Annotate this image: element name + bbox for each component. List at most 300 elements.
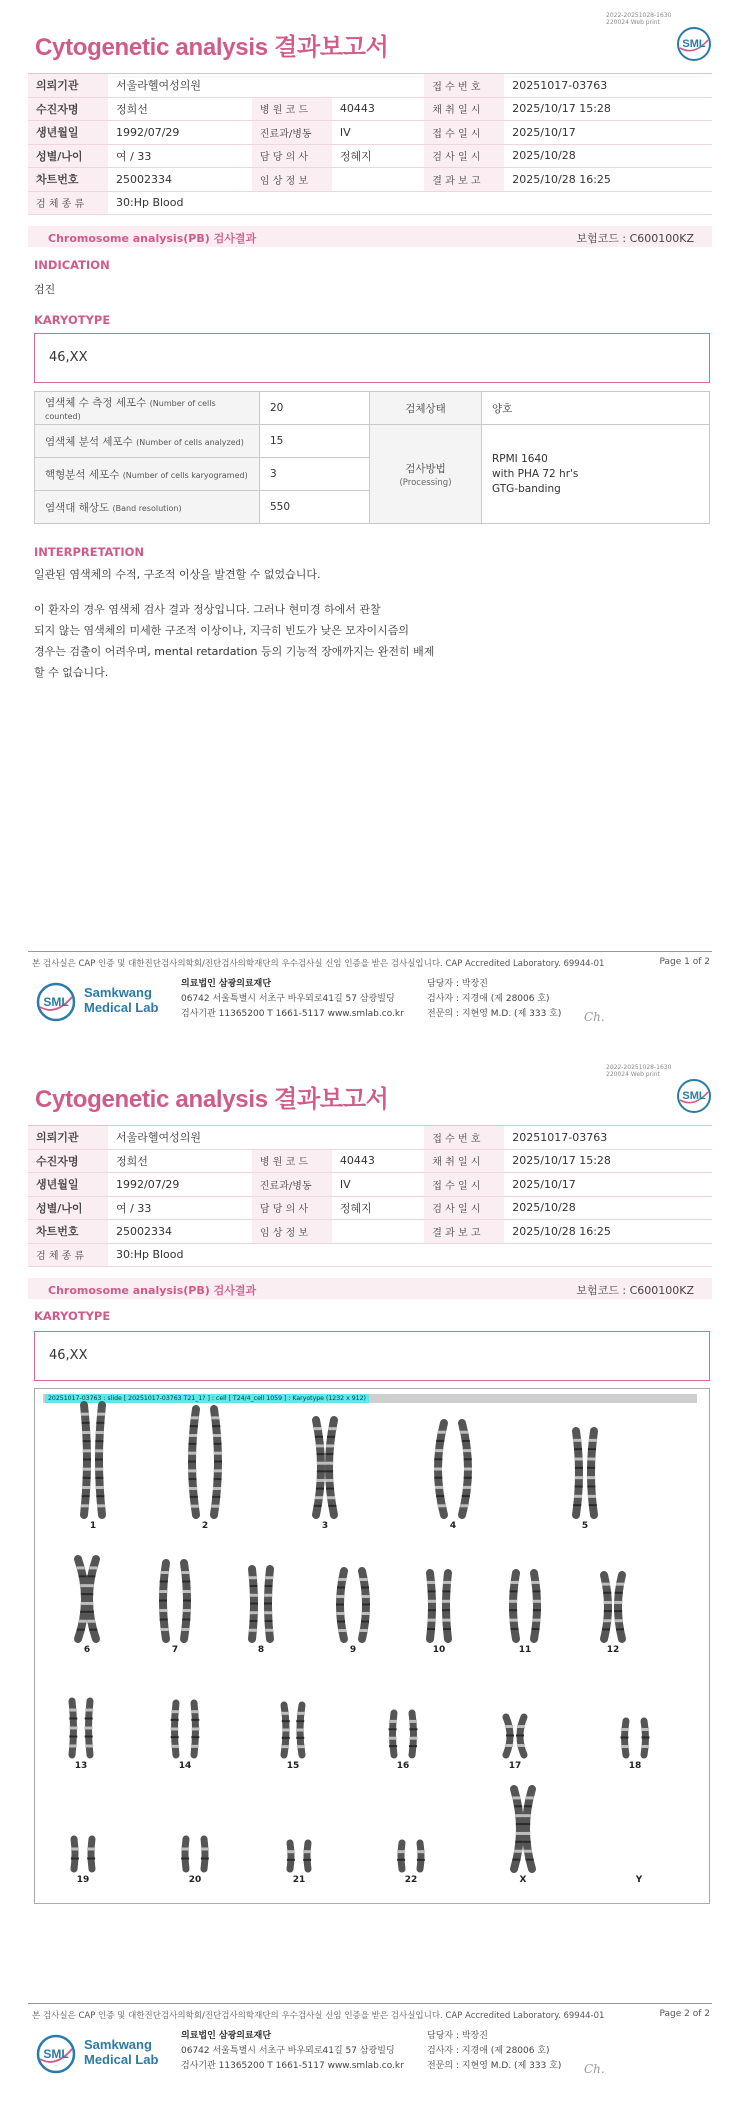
chromosome-band bbox=[336, 1612, 344, 1615]
chromosome-band bbox=[161, 1571, 169, 1574]
chromosome-band bbox=[337, 1587, 345, 1589]
chromosome-band bbox=[211, 1416, 219, 1419]
chromosome-band bbox=[250, 1585, 258, 1587]
chromosome-band bbox=[95, 1477, 103, 1479]
chromosome-band bbox=[188, 1461, 196, 1463]
chromosome-band bbox=[615, 1592, 623, 1594]
svg-text:SML: SML bbox=[682, 38, 706, 50]
chromosome-band bbox=[463, 1449, 471, 1452]
chromosome-band bbox=[85, 1736, 93, 1738]
chromosome-band bbox=[438, 1504, 446, 1507]
chromosome-band bbox=[264, 1594, 272, 1597]
chromosome-band bbox=[69, 1709, 77, 1712]
chromosome-band bbox=[264, 1603, 272, 1605]
chromosome-band bbox=[250, 1603, 258, 1605]
chromosome-20 bbox=[204, 1839, 205, 1869]
chromosome-band bbox=[188, 1478, 196, 1480]
chromosome-band bbox=[95, 1468, 103, 1471]
table-row bbox=[28, 1243, 712, 1267]
chromosome-band bbox=[287, 1859, 295, 1861]
band-resolution-value: 550 bbox=[260, 491, 370, 524]
footer-divider bbox=[28, 951, 712, 952]
chromosome-pair-12 bbox=[602, 1575, 624, 1639]
chromosome-band bbox=[575, 1467, 583, 1469]
sex-age-label: 성별/나이 bbox=[28, 144, 108, 168]
chromosome-band bbox=[531, 1581, 539, 1584]
chromosome-band bbox=[95, 1459, 103, 1461]
chromosome-band bbox=[89, 1566, 97, 1569]
chromosome-band bbox=[587, 1476, 595, 1479]
chromosome-band bbox=[573, 1439, 581, 1442]
chromosome-band bbox=[328, 1427, 336, 1430]
chromosome-band bbox=[297, 1745, 305, 1748]
chromosome-band bbox=[589, 1504, 597, 1506]
chromosome-3 bbox=[316, 1420, 321, 1515]
chromosome-X bbox=[526, 1789, 532, 1869]
chromosome-band bbox=[316, 1488, 324, 1490]
chromosome-band bbox=[87, 1575, 95, 1577]
chromosome-21 bbox=[307, 1843, 308, 1869]
chromosome-band bbox=[325, 1470, 333, 1472]
chromosome-band bbox=[296, 1737, 304, 1739]
sml-logo-icon bbox=[36, 2034, 76, 2074]
signature: Ch. bbox=[584, 2062, 605, 2076]
chromosome-band bbox=[427, 1581, 435, 1584]
chromosome-band bbox=[510, 1619, 518, 1622]
chromosome-band bbox=[641, 1745, 649, 1748]
chromosome-band bbox=[265, 1620, 273, 1622]
chromosome-band bbox=[360, 1578, 368, 1581]
chromosome-band bbox=[282, 1737, 290, 1739]
chromosome-band bbox=[281, 1712, 289, 1715]
chromosome-band bbox=[181, 1848, 189, 1851]
chromosome-band bbox=[460, 1431, 468, 1434]
institution-label: 의뢰기관 bbox=[28, 74, 108, 98]
chromosome-band bbox=[191, 1719, 199, 1721]
chromosome-band bbox=[159, 1600, 167, 1602]
birthdate-label: 생년월일 bbox=[28, 121, 108, 145]
chromosome-band bbox=[397, 1859, 405, 1861]
chromosome-band bbox=[83, 1468, 91, 1471]
chromosome-label-20: 20 bbox=[188, 1875, 202, 1885]
chromosome-band bbox=[327, 1496, 335, 1499]
karyotype-value: 46,XX bbox=[49, 1348, 88, 1363]
svg-text:SML: SML bbox=[43, 2047, 69, 2061]
chromosome-band bbox=[95, 1449, 103, 1452]
samkwang-logo: SML Samkwang Medical Lab bbox=[36, 2030, 181, 2078]
chromosome-band bbox=[79, 1575, 87, 1577]
chromosome-band bbox=[526, 1796, 534, 1799]
table-row bbox=[28, 1173, 712, 1197]
svg-text:SML: SML bbox=[43, 995, 69, 1009]
chromosome-band bbox=[533, 1600, 541, 1603]
chromosome-band bbox=[361, 1621, 369, 1623]
chromosome-pair-9 bbox=[336, 1571, 370, 1639]
chromosome-band bbox=[214, 1461, 222, 1463]
chromosome-band bbox=[171, 1745, 179, 1748]
chromosome-pair-22 bbox=[397, 1843, 425, 1869]
chromosome-band bbox=[464, 1477, 472, 1479]
table-row bbox=[28, 74, 712, 98]
chromosome-band bbox=[515, 1814, 523, 1817]
table-row bbox=[28, 1196, 712, 1220]
signature: Ch. bbox=[584, 1010, 605, 1024]
chromosome-band bbox=[83, 1449, 91, 1452]
receipt-date-label: 접 수 일 시 bbox=[424, 121, 504, 145]
specimen-type-label: 검 체 종 류 bbox=[28, 191, 108, 215]
chromosome-16 bbox=[412, 1713, 414, 1755]
chromosome-band bbox=[214, 1452, 222, 1455]
chromosome-pair-11 bbox=[509, 1573, 541, 1639]
chromosome-band bbox=[512, 1796, 520, 1799]
chromosome-16 bbox=[393, 1713, 395, 1755]
chromosome-band bbox=[509, 1609, 517, 1611]
chromosome-band bbox=[460, 1504, 468, 1507]
chromosome-band bbox=[587, 1458, 595, 1461]
chromosome-band bbox=[589, 1439, 597, 1442]
chromosome-band bbox=[85, 1727, 93, 1730]
chromosome-19 bbox=[74, 1839, 75, 1869]
chromosome-band bbox=[533, 1609, 541, 1611]
chromosome-pair-4 bbox=[434, 1423, 472, 1515]
karyogram-caption: 20251017-03763 : slide [ 20251017-03763 T21_1? ] : cell [ T24/4_cell 1059 ] : Karyotype (1232 x 912) bbox=[45, 1394, 369, 1403]
chromosome-label-6: 6 bbox=[83, 1645, 91, 1655]
chromosome-band bbox=[360, 1629, 368, 1632]
chromosome-band bbox=[573, 1504, 581, 1506]
chromosome-band bbox=[463, 1486, 471, 1489]
chromosome-band bbox=[282, 1729, 290, 1732]
chromosome-band bbox=[77, 1629, 85, 1631]
hospital-code-value: 40443 bbox=[332, 97, 424, 121]
page-number: Page 1 of 2 bbox=[659, 957, 710, 967]
chromosome-band bbox=[389, 1728, 397, 1730]
chromosome-19 bbox=[91, 1839, 92, 1869]
chromosome-band bbox=[317, 1479, 325, 1482]
report-time-value: 2025/10/28 16:25 bbox=[504, 168, 712, 192]
chromosome-band bbox=[506, 1735, 514, 1737]
patient-name-label: 수진자명 bbox=[28, 97, 108, 121]
chromosome-band bbox=[587, 1467, 595, 1469]
chromosome-X bbox=[514, 1789, 520, 1869]
chromosome-pair-10 bbox=[427, 1573, 451, 1639]
chromosome-pair-18 bbox=[621, 1721, 650, 1755]
chromosome-band bbox=[522, 1832, 530, 1835]
sml-logo-icon bbox=[36, 982, 76, 1022]
chromosome-band bbox=[281, 1745, 289, 1748]
chromosome-pair-14 bbox=[171, 1703, 200, 1755]
cells-analyzed-label: 염색체 분석 세포수 (Number of cells analyzed) bbox=[35, 425, 260, 458]
chromosome-band bbox=[462, 1495, 470, 1497]
chromosome-band bbox=[428, 1609, 436, 1611]
birthdate-label: 생년월일 bbox=[28, 1173, 108, 1197]
birthdate-value: 1992/07/29 bbox=[108, 121, 252, 145]
chromosome-3 bbox=[329, 1420, 334, 1515]
chromosome-band bbox=[191, 1745, 199, 1748]
chromosome-band bbox=[428, 1600, 436, 1603]
chromosome-band bbox=[603, 1592, 611, 1594]
patient-name-value: 정희선 bbox=[108, 1149, 252, 1173]
collection-time-label: 채 취 일 시 bbox=[424, 1149, 504, 1173]
chromosome-band bbox=[621, 1745, 629, 1748]
chromosome-band bbox=[82, 1422, 90, 1424]
chromosome-band bbox=[603, 1619, 611, 1622]
department-value: IV bbox=[332, 1173, 424, 1197]
chromosome-band bbox=[171, 1710, 179, 1713]
chromosome-band bbox=[442, 1609, 450, 1611]
chromosome-band bbox=[96, 1422, 104, 1424]
chromosome-band bbox=[442, 1600, 450, 1603]
cell-count-table bbox=[34, 391, 710, 524]
footer-divider bbox=[28, 2003, 712, 2004]
chromosome-pair-19 bbox=[71, 1839, 95, 1869]
physician-value: 정혜지 bbox=[332, 144, 424, 168]
report-time-value: 2025/10/28 16:25 bbox=[504, 1220, 712, 1244]
table-row bbox=[35, 392, 710, 425]
chromosome-band bbox=[435, 1486, 443, 1489]
chromosome-band bbox=[464, 1468, 472, 1471]
samkwang-logo: SML Samkwang Medical Lab bbox=[36, 978, 181, 1026]
chromosome-band bbox=[326, 1488, 334, 1490]
physician-value: 정혜지 bbox=[332, 1196, 424, 1220]
chromosome-band bbox=[428, 1619, 436, 1622]
chromosome-pair-21 bbox=[287, 1843, 311, 1869]
chromosome-band bbox=[532, 1619, 540, 1622]
report-title: Cytogenetic analysis 결과보고서 bbox=[35, 1086, 389, 1113]
chromosome-band bbox=[182, 1581, 190, 1583]
chromosome-band bbox=[614, 1601, 622, 1604]
chromosome-band bbox=[69, 1745, 77, 1748]
chromosome-band bbox=[326, 1444, 334, 1447]
specimen-type-value: 30:Hp Blood bbox=[108, 1243, 712, 1267]
table-row bbox=[28, 1149, 712, 1173]
test-date-value: 2025/10/28 bbox=[504, 1196, 712, 1220]
print-stamp: 2022-20251028-1630 220024 Web print bbox=[606, 1064, 672, 1078]
accreditation-text: 본 검사실은 CAP 인증 및 대한진단검사의학회/진단검사의학재단의 우수검사실 신임 인증을 받은 검사실입니다. CAP Accredited Laboratory. 69944-01 bbox=[32, 2011, 605, 2021]
chromosome-band bbox=[181, 1858, 189, 1860]
chromosome-band bbox=[189, 1434, 197, 1437]
insurance-code: 보험코드 : C600100KZ bbox=[576, 1284, 694, 1297]
indication-text: 검진 bbox=[34, 283, 56, 296]
chromosome-band bbox=[83, 1477, 91, 1479]
chromosome-band bbox=[517, 1725, 525, 1728]
chromosome-band bbox=[641, 1728, 649, 1731]
section-title: Chromosome analysis(PB) 검사결과 bbox=[48, 1284, 257, 1297]
chromosome-label-12: 12 bbox=[606, 1645, 620, 1655]
chromosome-band bbox=[265, 1576, 273, 1579]
chromosome-band bbox=[615, 1619, 623, 1622]
sex-age-value: 여 / 33 bbox=[108, 1196, 252, 1220]
chromosome-label-17: 17 bbox=[508, 1761, 522, 1771]
lab-info: 의료법인 삼광의료재단 06742 서울특별시 서초구 바우뫼로41길 57 삼광빌딩 검사기관 11365200 T 1661-5117 www.smlab.co.kr bbox=[181, 979, 404, 1019]
specimen-status-label: 검체상태 bbox=[370, 392, 482, 425]
chromosome-band bbox=[69, 1736, 77, 1738]
chromosome-band bbox=[464, 1458, 472, 1460]
chromosome-band bbox=[604, 1601, 612, 1604]
chromosome-band bbox=[574, 1495, 582, 1498]
method-value: RPMI 1640 with PHA 72 hr's GTG-banding bbox=[482, 425, 710, 524]
chromosome-band bbox=[524, 1850, 532, 1853]
chromosome-band bbox=[85, 1745, 93, 1748]
chromosome-band bbox=[189, 1487, 197, 1490]
table-row bbox=[28, 121, 712, 145]
chromosome-band bbox=[442, 1619, 450, 1622]
chromosome-band bbox=[83, 1440, 91, 1442]
birthdate-value: 1992/07/29 bbox=[108, 1173, 252, 1197]
chromosome-label-19: 19 bbox=[76, 1875, 90, 1885]
table-row bbox=[28, 1126, 712, 1150]
chromosome-band bbox=[183, 1590, 191, 1593]
chromosome-pair-17 bbox=[505, 1717, 525, 1755]
chromosome-label-2: 2 bbox=[201, 1521, 209, 1531]
chromosome-band bbox=[161, 1628, 169, 1631]
chromosome-band bbox=[85, 1709, 93, 1712]
chromosome-band bbox=[287, 1850, 295, 1853]
chromosome-band bbox=[417, 1850, 425, 1853]
table-row bbox=[35, 425, 710, 458]
chromosome-label-13: 13 bbox=[74, 1761, 88, 1771]
chromosome-22 bbox=[420, 1843, 421, 1869]
chromosome-band bbox=[337, 1621, 345, 1623]
chromosome-band bbox=[409, 1728, 417, 1730]
chromosome-band bbox=[71, 1858, 79, 1860]
chromosome-band bbox=[443, 1581, 451, 1584]
hospital-code-value: 40443 bbox=[332, 1149, 424, 1173]
chromosome-band bbox=[512, 1859, 520, 1861]
chromosome-band bbox=[82, 1495, 90, 1497]
chromosome-band bbox=[213, 1434, 221, 1437]
chromosome-band bbox=[511, 1628, 519, 1630]
chromosome-band bbox=[87, 1620, 95, 1623]
chromosome-band bbox=[181, 1628, 189, 1631]
chromosome-band bbox=[361, 1587, 369, 1589]
chromosome-band bbox=[315, 1436, 323, 1438]
chromosome-band bbox=[191, 1416, 199, 1419]
clinical-info-label: 임 상 정 보 bbox=[252, 1220, 332, 1244]
chromosome-band bbox=[81, 1413, 89, 1416]
chromosome-band bbox=[95, 1440, 103, 1442]
report-time-label: 결 과 보 고 bbox=[424, 1220, 504, 1244]
chromosome-band bbox=[524, 1805, 532, 1807]
chromosome-band bbox=[327, 1436, 335, 1438]
chromosome-band bbox=[621, 1728, 629, 1731]
specimen-type-label: 검 체 종 류 bbox=[28, 1243, 108, 1267]
chromosome-band bbox=[87, 1858, 95, 1860]
karyotype-heading: KARYOTYPE bbox=[34, 1309, 111, 1323]
chromosome-band bbox=[314, 1505, 322, 1507]
chromosome-label-4: 4 bbox=[449, 1521, 457, 1531]
cells-counted-value: 20 bbox=[260, 392, 370, 425]
clinical-info-value bbox=[332, 1220, 424, 1244]
report-time-label: 결 과 보 고 bbox=[424, 168, 504, 192]
indication-heading: INDICATION bbox=[34, 258, 110, 272]
chromosome-band bbox=[336, 1604, 344, 1606]
accreditation-text: 본 검사실은 CAP 인증 및 대한진단검사의학회/진단검사의학재단의 우수검사실 신임 인증을 받은 검사실입니다. CAP Accredited Laboratory. 69944-01 bbox=[32, 959, 605, 969]
chromosome-band bbox=[516, 1735, 524, 1737]
chromosome-band bbox=[265, 1629, 273, 1632]
chromosome-band bbox=[336, 1595, 344, 1598]
chromosome-pair-7 bbox=[159, 1563, 191, 1639]
chromosome-band bbox=[249, 1576, 257, 1579]
chromosome-band bbox=[588, 1495, 596, 1498]
chromosome-band bbox=[282, 1720, 290, 1722]
chromosome-pair-20 bbox=[181, 1839, 209, 1869]
chromosome-band bbox=[214, 1469, 222, 1472]
chromosome-band bbox=[443, 1628, 451, 1630]
patient-info-table bbox=[28, 1125, 712, 1267]
chromosome-band bbox=[77, 1566, 85, 1569]
chromosome-band bbox=[296, 1720, 304, 1722]
chromosome-band bbox=[588, 1448, 596, 1450]
chromosome-band bbox=[190, 1496, 198, 1498]
interpretation-heading: INTERPRETATION bbox=[34, 545, 145, 559]
chromosome-label-9: 9 bbox=[349, 1645, 357, 1655]
collection-time-label: 채 취 일 시 bbox=[424, 97, 504, 121]
chromosome-band bbox=[616, 1583, 624, 1586]
collection-time-value: 2025/10/17 15:28 bbox=[504, 97, 712, 121]
chromosome-pair-3 bbox=[314, 1420, 337, 1515]
chromosome-band bbox=[509, 1600, 517, 1603]
chromosome-band bbox=[338, 1629, 346, 1632]
chromosome-band bbox=[188, 1443, 196, 1445]
chromosome-band bbox=[523, 1841, 531, 1843]
chromosome-band bbox=[97, 1413, 105, 1416]
chromosome-band bbox=[434, 1458, 442, 1460]
result-section-bar bbox=[28, 1278, 712, 1299]
patient-name-label: 수진자명 bbox=[28, 1149, 108, 1173]
chromosome-band bbox=[435, 1449, 443, 1452]
chart-number-label: 차트번호 bbox=[28, 1220, 108, 1244]
chromosome-band bbox=[85, 1593, 93, 1595]
chromosome-band bbox=[159, 1590, 167, 1593]
chromosome-pair-5 bbox=[573, 1431, 597, 1515]
staff-info: 담당자 : 박장진 검사자 : 지경애 (제 28006 호) 전문의 : 지현영 M.D. (제 333 호) bbox=[427, 979, 562, 1019]
chromosome-band bbox=[575, 1486, 583, 1488]
chromosome-band bbox=[362, 1595, 370, 1598]
chromosome-band bbox=[190, 1425, 198, 1427]
chromosome-band bbox=[325, 1453, 333, 1455]
karyotype-value: 46,XX bbox=[49, 350, 88, 365]
chromosome-band bbox=[96, 1495, 104, 1497]
chromosome-label-Y: Y bbox=[635, 1875, 643, 1885]
chromosome-band bbox=[616, 1628, 624, 1630]
sex-age-value: 여 / 33 bbox=[108, 144, 252, 168]
chromosome-band bbox=[96, 1431, 104, 1434]
method-label: 검사방법 (Processing) bbox=[370, 425, 482, 524]
chromosome-band bbox=[338, 1578, 346, 1581]
test-date-value: 2025/10/28 bbox=[504, 144, 712, 168]
patient-info-table bbox=[28, 73, 712, 215]
chromosome-label-1: 1 bbox=[89, 1521, 97, 1531]
physician-label: 담 당 의 사 bbox=[252, 144, 332, 168]
chromosome-band bbox=[70, 1727, 78, 1730]
chromosome-band bbox=[69, 1718, 77, 1720]
chromosome-band bbox=[188, 1452, 196, 1455]
chromosome-band bbox=[522, 1823, 530, 1825]
chromosome-band bbox=[159, 1609, 167, 1612]
cells-counted-label: 염색체 수 측정 세포수 (Number of cells counted) bbox=[35, 392, 260, 425]
chromosome-6 bbox=[89, 1559, 96, 1639]
chromosome-band bbox=[160, 1581, 168, 1583]
chromosome-band bbox=[315, 1496, 323, 1499]
chromosome-band bbox=[436, 1440, 444, 1442]
chromosome-band bbox=[211, 1505, 219, 1508]
cells-karyogramed-value: 3 bbox=[260, 458, 370, 491]
interpretation-body: 이 환자의 경우 염색체 검사 결과 정상입니다. 그러나 현미경 하에서 관찰 되지 않는 염색체의 미세한 구조적 이상이나, 지극히 빈도가 낮은 모자이시즘의 경우는 검출이 어려우며, mental retardation 등의 기능적 장애까지는 완전히 배제 할 수 없습니다. bbox=[34, 603, 435, 679]
chromosome-band bbox=[213, 1487, 221, 1490]
chromosome-band bbox=[514, 1805, 522, 1807]
chromosome-band bbox=[303, 1859, 311, 1861]
chromosome-22 bbox=[401, 1843, 402, 1869]
